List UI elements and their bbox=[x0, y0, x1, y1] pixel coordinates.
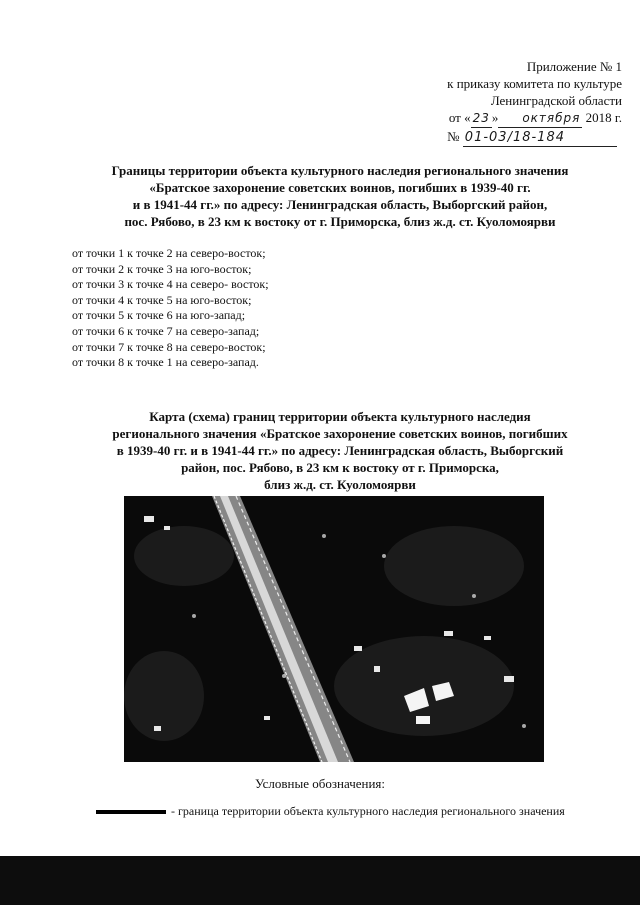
list-item: от точки 1 к точке 2 на северо-восток; bbox=[72, 246, 266, 260]
boundaries-title-line: пос. Рябово, в 23 км к востоку от г. Приморска, близ ж.д. ст. Куоломоярви bbox=[124, 214, 556, 229]
date-prefix: от « bbox=[448, 110, 471, 125]
appendix-number: Приложение № 1 bbox=[526, 59, 622, 74]
aerial-map-image bbox=[124, 496, 544, 762]
appendix-doc-number bbox=[447, 128, 622, 147]
boundaries-title-line: «Братское захоронение советских воинов, погибших в 1939-40 гг. bbox=[149, 180, 531, 195]
map-title bbox=[40, 408, 640, 493]
legend-title: Условные обозначения: bbox=[254, 776, 386, 791]
legend-item bbox=[96, 804, 565, 819]
appendix-header bbox=[447, 58, 622, 147]
appendix-order-ref: к приказу комитета по культуре bbox=[447, 76, 622, 91]
map-title-line: близ ж.д. ст. Куоломоярви bbox=[264, 477, 416, 492]
appendix-region: Ленинградской области bbox=[490, 93, 622, 108]
date-quote: » bbox=[491, 110, 499, 125]
legend-item-label: - граница территории объекта культурного наследия регионального значения bbox=[171, 804, 565, 818]
date-year: 2018 г. bbox=[585, 110, 622, 125]
appendix-date bbox=[447, 109, 622, 128]
boundary-line-symbol bbox=[96, 810, 166, 814]
date-month-handwritten: октября bbox=[498, 110, 582, 128]
boundary-points-list bbox=[72, 246, 269, 371]
list-item: от точки 5 к точке 6 на юго-запад; bbox=[72, 308, 246, 323]
boundaries-title-line: и в 1941-44 гг.» по адресу: Ленинградская область, Выборгский район, bbox=[132, 197, 548, 212]
date-day-handwritten: 23 bbox=[471, 110, 492, 128]
list-item: от точки 2 к точке 3 на юго-восток; bbox=[72, 261, 252, 276]
map-title-line: регионального значения «Братское захоронение советских воинов, погибших bbox=[112, 426, 568, 441]
map-title-line: в 1939-40 гг. и в 1941-44 гг.» по адресу: Ленинградская область, Выборгский bbox=[116, 443, 564, 458]
doc-number-prefix: № bbox=[447, 129, 460, 144]
boundaries-title bbox=[40, 162, 640, 230]
map-title-line: Карта (схема) границ территории объекта культурного наследия bbox=[149, 409, 531, 424]
list-item: от точки 6 к точке 7 на северо-запад; bbox=[72, 323, 260, 338]
list-item: от точки 3 к точке 4 на северо- восток; bbox=[72, 277, 269, 292]
map-title-line: район, пос. Рябово, в 23 км к востоку от г. Приморска, bbox=[181, 460, 499, 475]
list-item: от точки 8 к точке 1 на северо-запад. bbox=[72, 355, 259, 370]
boundaries-title-line: Границы территории объекта культурного наследия регионального значения bbox=[111, 163, 569, 178]
scan-edge-band bbox=[0, 856, 640, 905]
doc-number-handwritten: 01-03/18-184 bbox=[463, 129, 617, 147]
list-item: от точки 4 к точке 5 на юго-восток; bbox=[72, 292, 252, 307]
aerial-map-svg bbox=[124, 496, 544, 762]
list-item: от точки 7 к точке 8 на северо-восток; bbox=[72, 339, 266, 354]
